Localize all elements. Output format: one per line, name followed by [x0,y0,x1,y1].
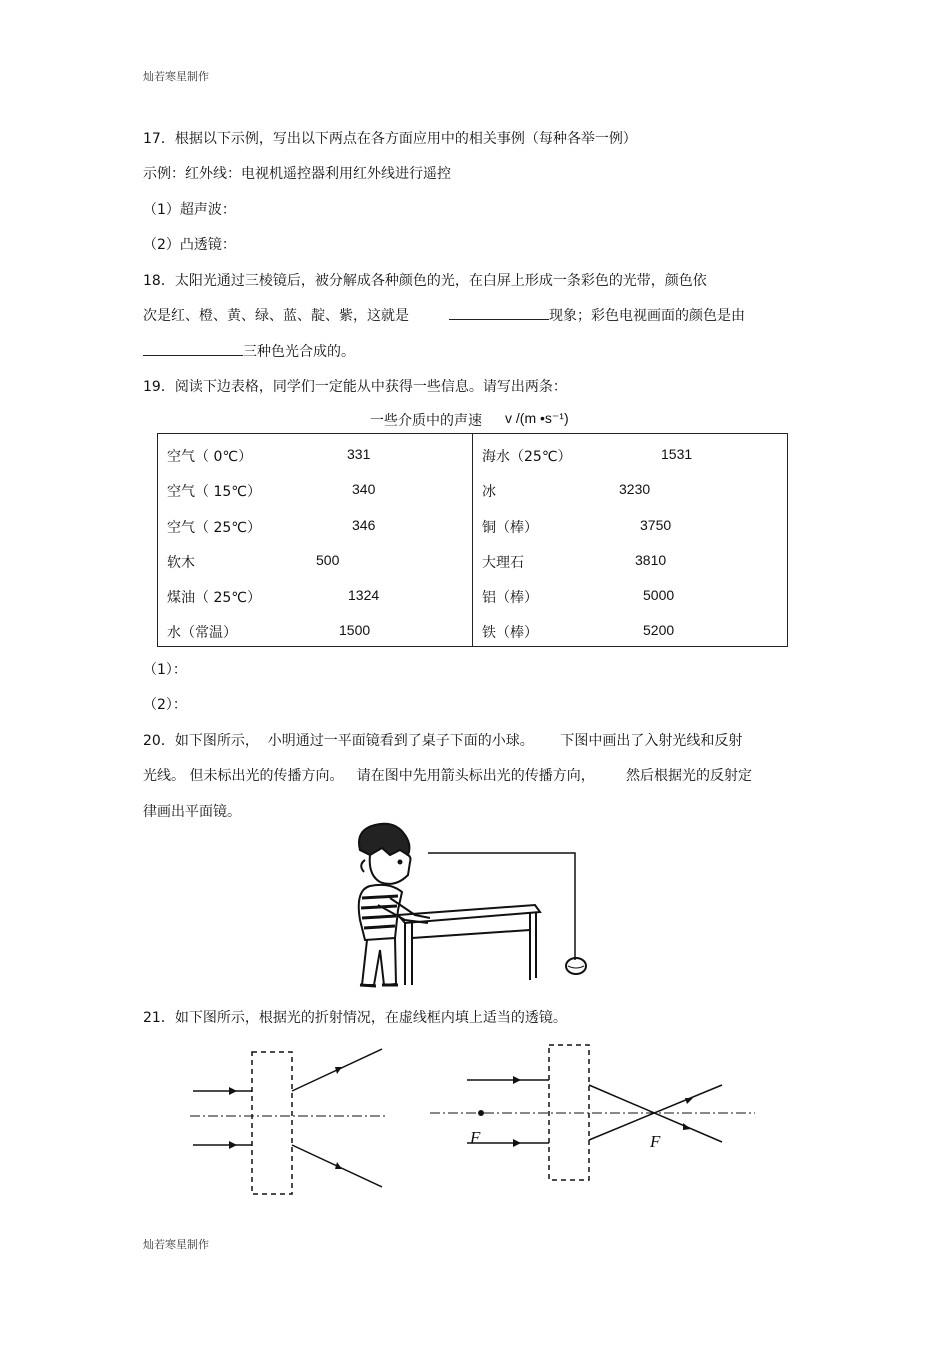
boy-table-figure [340,820,620,992]
table-row: 大理石 3810 [482,551,667,571]
table-row: 水（常温） 1500 [167,622,371,642]
q18-line-3-text: 三种色光合成的。 [243,344,355,360]
table-row: 冰 3230 [482,481,651,501]
table-left-column [158,434,473,647]
q20-line-2: 光线。 但未标出光的传播方向。 请在图中先用箭头标出光的传播方向， 然后根据光的反射定 [143,768,752,784]
table-unit: v /(m •s⁻¹) [505,410,569,426]
lens-figure-right [425,1040,760,1185]
lens-figure-left [185,1045,395,1200]
sound-speed-table [157,433,788,647]
answer-blank [449,305,549,320]
q18-line-2b: 现象；彩色电视画面的颜色是由 [549,308,745,324]
table-row: 铁（棒） 5200 [482,622,675,642]
q21-line-1: 21．如下图所示，根据光的折射情况，在虚线框内填上适当的透镜。 [143,1010,567,1026]
table-row: 软木 500 [167,551,340,571]
q19-answer-2: （2）： [143,697,187,713]
q17-example: 示例：红外线：电视机遥控器利用红外线进行遥控 [143,166,451,182]
q17-title: 17．根据以下示例，写出以下两点在各方面应用中的相关事例（每种各举一例） [143,131,637,147]
q20-line-3: 律画出平面镜。 [143,804,241,820]
table-right-column [473,434,788,647]
table-row: 铜（棒） 3750 [482,516,672,536]
table-row: 空气（ 25℃） 346 [167,516,376,536]
q18-line-3 [143,341,355,361]
table-row: 空气（ 15℃） 340 [167,481,376,501]
table-row: 煤油（ 25℃） 1324 [167,587,380,607]
q17-item-2: （2）凸透镜： [143,237,236,253]
focus-label-left: F [470,1128,481,1147]
table-row: 空气（ 0℃） 331 [167,446,371,465]
table-row: 铝（棒） 5000 [482,587,675,607]
table-caption: 一些介质中的声速 [370,413,482,429]
page-footer: 灿若寒星制作 [143,1238,209,1251]
q17-item-1: （1）超声波： [143,202,236,218]
q19-title: 19．阅读下边表格，同学们一定能从中获得一些信息。请写出两条： [143,379,567,395]
q19-answer-1: （1）： [143,662,187,678]
q18-line-2a: 次是红、橙、黄、绿、蓝、靛、紫，这就是 [143,308,409,324]
page-header: 灿若寒星制作 [143,70,209,83]
answer-blank [143,341,243,356]
q18-line-2 [143,305,745,325]
focus-label-right: F [650,1132,661,1151]
q18-line-1: 18．太阳光通过三棱镜后，被分解成各种颜色的光，在白屏上形成一条彩色的光带，颜色依 [143,273,707,289]
q20-line-1: 20．如下图所示， 小明通过一平面镜看到了桌子下面的小球。 下图中画出了入射光线和反射 [143,733,743,749]
table-row: 海水（25℃） 1531 [482,446,693,465]
